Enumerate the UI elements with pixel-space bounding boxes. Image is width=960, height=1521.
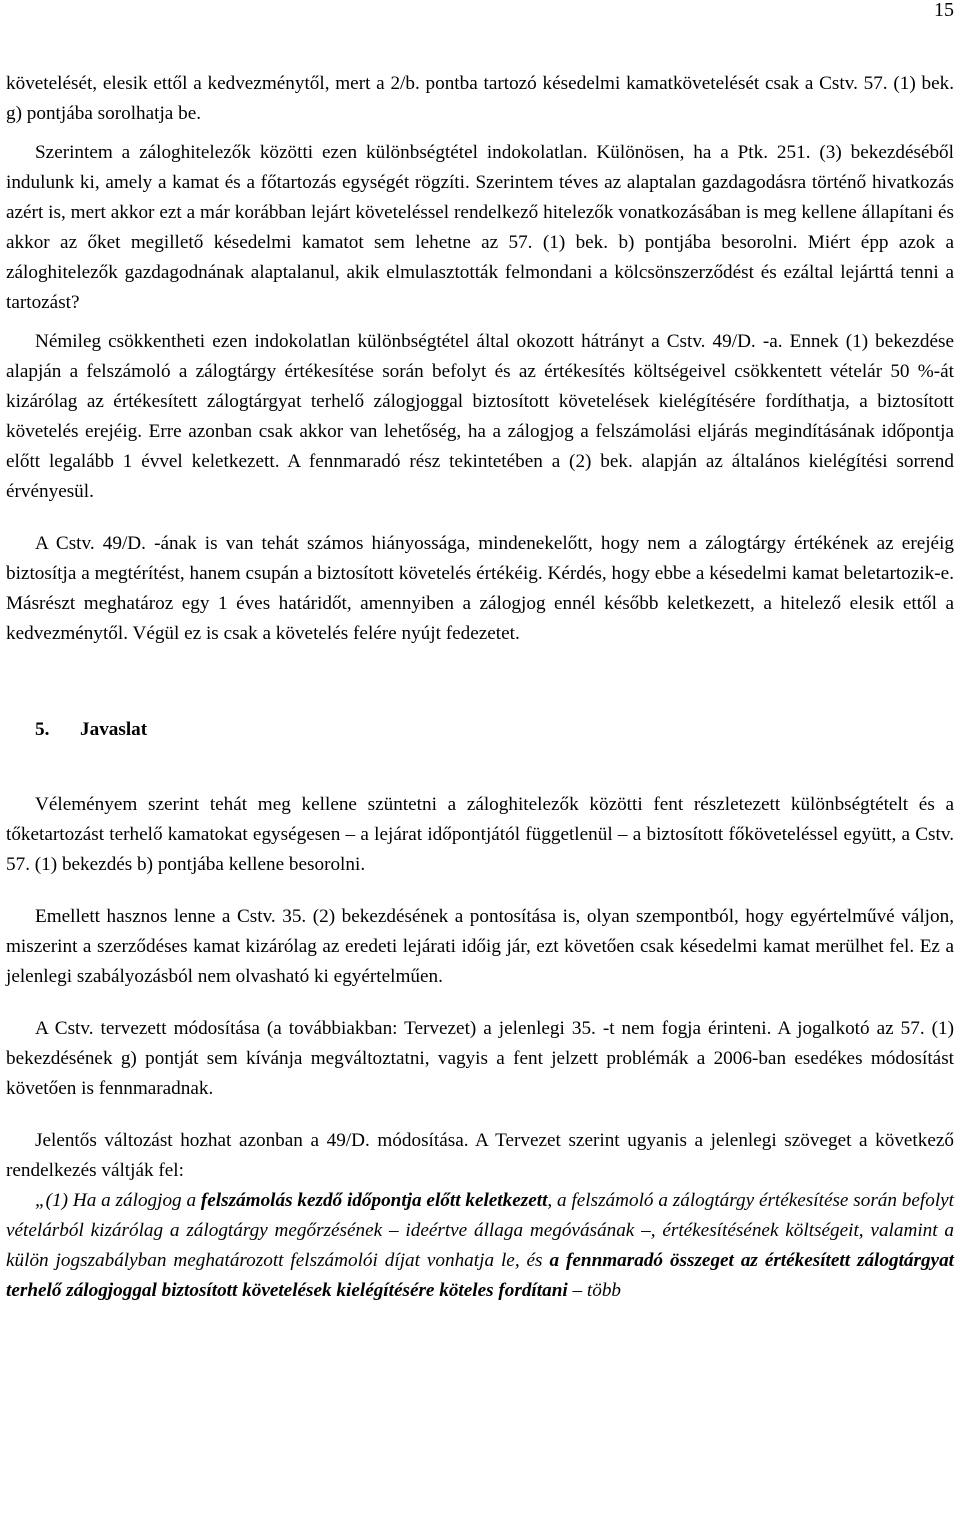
section-title: Javaslat [80,719,148,740]
paragraph-1: követelését, elesik ettől a kedvezménytől, mert a 2/b. pontba tartozó késedelmi kamatkövetelését csak a Cstv. 57. (1) bek. g) pontjába sorolhatja be. [6,73,954,124]
section-heading [6,715,954,745]
quote-bold-2: a fennmaradó összeget az értékesített zálogtárgyat terhelő zálogjoggal biztosított követelések kielégítésére köteles fordítani [6,1250,955,1301]
paragraph-8: Jelentős változást hozhat azonban a 49/D. módosítása. A Tervezet szerint ugyanis a jelenlegi szöveget a következő rendelkezés váltják fel: [6,1130,954,1181]
quote-text-2: , a felszámoló a zálogtárgy értékesítése során befolyt vételárból kizárólag a zálogtárgy megőrzésének – ideértve állaga megóvásának –, értékesítésének költségeit, valamint a külön jogszabályban meghatározott felszámolói díjat vonhatja le, és [6,1190,955,1271]
quote-text-1: „(1) Ha a zálogjog a [35,1190,201,1211]
paragraph-6: Emellett hasznos lenne a Cstv. 35. (2) bekezdésének a pontosítása is, olyan szempontból, hogy egyértelművé váljon, miszerint a szerződéses kamat kizárólag az eredeti lejárati időig jár, ezt követően csak késedelmi kamat merülhet fel. Ez a jelenlegi szabályozásból nem olvasható ki egyértelműen. [6,906,954,987]
paragraph-4: A Cstv. 49/D. -ának is van tehát számos hiányossága, mindenekelőtt, hogy nem a zálogtárgy értékének az erejéig biztosítja a megtérítést, hanem csupán a biztosított követelés értékéig. Kérdés, hogy ebbe a késedelmi kamat beletartozik-e. Másrészt meghatároz egy 1 éves határidőt, amennyiben a zálogjog ennél később keletkezett, a hitelező elesik ettől a kedvezménytől. Végül ez is csak a követelés felére nyújt fedezetet. [6,533,954,644]
quoted-provision [6,1186,954,1306]
section-number: 5. [35,719,50,740]
document-body [6,69,954,1306]
paragraph-5: Véleményem szerint tehát meg kellene szüntetni a záloghitelezők közötti fent részletezett különbségtételt és a tőketartozást terhelő kamatokat egységesen – a lejárat időpontjától függetlenül – a biztosított főköveteléssel együtt, a Cstv. 57. (1) bekezdés b) pontjába kellene besorolni. [6,794,954,875]
page-number: 15 [934,0,954,21]
quote-text-3: – több [567,1280,622,1301]
paragraph-2: Szerintem a záloghitelezők közötti ezen különbségtétel indokolatlan. Különösen, ha a Ptk. 251. (3) bekezdéséből indulunk ki, amely a kamat és a főtartozás egységét rögzíti. Szerintem téves az alaptalan gazdagodásra történő hivatkozás azért is, mert akkor ezt a már korábban lejárt követeléssel rendelkező hitelezők vonatkozásában is meg kellene állapítani és akkor az őket megillető késedelmi kamatot sem lehetne az 57. (1) bek. b) pontjába besorolni. Miért épp azok a záloghitelezők gazdagodnának alaptalanul, akik elmulasztották felmondani a kölcsönszerződést és ezáltal lejárttá tenni a tartozást? [6,142,954,313]
quote-bold-1: felszámolás kezdő időpontja előtt keletkezett [200,1190,548,1211]
paragraph-3: Némileg csökkentheti ezen indokolatlan különbségtétel által okozott hátrányt a Cstv. 49/D. -a. Ennek (1) bekezdése alapján a felszámoló a zálogtárgy értékesítése során befolyt és az értékesítés költségeivel csökkentett vételár 50 %-át kizárólag az értékesített zálogtárgyat terhelő zálogjoggal biztosított követelések kielégítésére fordíthatja, a biztosított követelés erejéig. Erre azonban csak akkor van lehetőség, ha a zálogjog a felszámolási eljárás megindításának időpontja előtt legalább 1 évvel keletkezett. A fennmaradó rész tekintetében a (2) bek. alapján az általános kielégítési sorrend érvényesül. [6,331,954,502]
paragraph-7: A Cstv. tervezett módosítása (a továbbiakban: Tervezet) a jelenlegi 35. -t nem fogja érinteni. A jogalkotó az 57. (1) bekezdésének g) pontját sem kívánja megváltoztatni, vagyis a fent jelzett problémák a 2006-ban esedékes módosítást követően is fennmaradnak. [6,1018,954,1099]
